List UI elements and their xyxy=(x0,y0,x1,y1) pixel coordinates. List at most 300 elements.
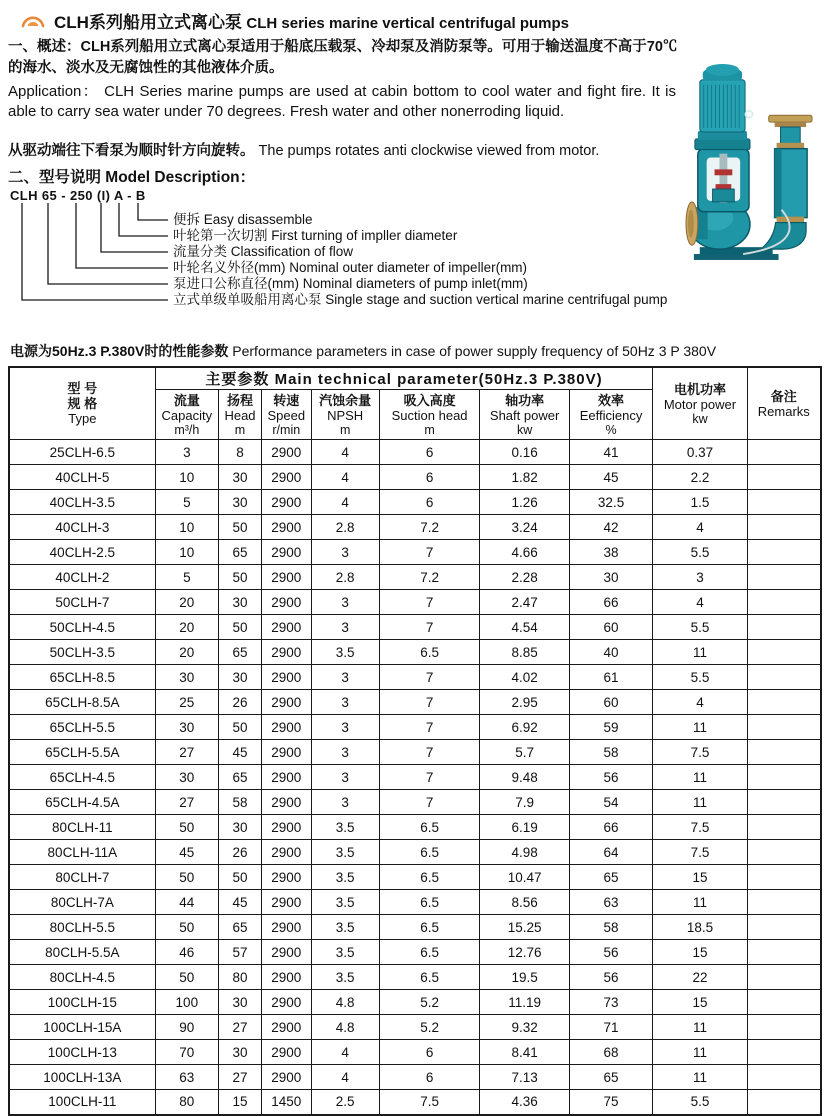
cell-suction-head: 7.5 xyxy=(379,1090,480,1115)
cell-speed: 2900 xyxy=(262,890,312,915)
table-row xyxy=(9,965,821,990)
cell-npsh: 3 xyxy=(311,715,379,740)
cell-suction-head: 6.5 xyxy=(379,890,480,915)
cell-suction-head: 5.2 xyxy=(379,990,480,1015)
cell-capacity: 80 xyxy=(155,1090,218,1115)
cell-suction-head: 6 xyxy=(379,440,480,465)
cell-npsh: 3 xyxy=(311,590,379,615)
cell-head: 65 xyxy=(218,765,261,790)
cell-speed: 2900 xyxy=(262,965,312,990)
cell-efficiency: 58 xyxy=(569,740,653,765)
table-row xyxy=(9,1015,821,1040)
cell-motor-power: 5.5 xyxy=(653,615,747,640)
cell-head: 30 xyxy=(218,465,261,490)
cell-speed: 2900 xyxy=(262,815,312,840)
cell-remarks xyxy=(747,440,821,465)
cell-suction-head: 7 xyxy=(379,765,480,790)
shaft-header-en: Shaft power xyxy=(489,407,560,423)
motor-header-zh: 电机功率 xyxy=(673,381,726,397)
cell-shaft-power: 2.95 xyxy=(480,690,569,715)
cell-motor-power: 11 xyxy=(653,1015,747,1040)
table-row xyxy=(9,940,821,965)
cell-capacity: 50 xyxy=(155,815,218,840)
model-item-first-turning: 叶轮第一次切割 First turning of impller diameter xyxy=(173,227,458,243)
head-header-en: Head xyxy=(224,407,256,423)
cell-efficiency: 56 xyxy=(569,940,653,965)
npsh-header-unit: m xyxy=(339,422,351,437)
table-row xyxy=(9,1040,821,1065)
cell-efficiency: 61 xyxy=(569,665,653,690)
cell-shaft-power: 7.13 xyxy=(480,1065,569,1090)
cell-shaft-power: 9.48 xyxy=(480,765,569,790)
suction-header-unit: m xyxy=(424,422,435,437)
cell-motor-power: 11 xyxy=(653,715,747,740)
model-item-inlet-diameter: 泵进口公称直径(mm) Nominal diameters of pump inlet(mm) xyxy=(173,275,528,291)
cell-type: 65CLH-4.5 xyxy=(9,765,155,790)
cell-remarks xyxy=(747,740,821,765)
cell-npsh: 3 xyxy=(311,740,379,765)
cell-suction-head: 6 xyxy=(379,1040,480,1065)
cell-type: 100CLH-15 xyxy=(9,990,155,1015)
cell-type: 50CLH-7 xyxy=(9,590,155,615)
cell-npsh: 2.8 xyxy=(311,515,379,540)
shaft-header-unit: kw xyxy=(516,422,533,437)
cell-remarks xyxy=(747,465,821,490)
cell-head: 27 xyxy=(218,1065,261,1090)
cell-efficiency: 30 xyxy=(569,565,653,590)
cell-capacity: 30 xyxy=(155,715,218,740)
column-header-remarks xyxy=(747,367,821,440)
cell-efficiency: 63 xyxy=(569,890,653,915)
cell-capacity: 5 xyxy=(155,490,218,515)
model-item-impeller-diameter: 叶轮名义外径(mm) Nominal outer diameter of impeller(mm) xyxy=(173,259,528,275)
cell-capacity: 70 xyxy=(155,1040,218,1065)
cell-remarks xyxy=(747,640,821,665)
cell-remarks xyxy=(747,790,821,815)
cell-type: 25CLH-6.5 xyxy=(9,440,155,465)
cell-speed: 2900 xyxy=(262,515,312,540)
cell-speed: 2900 xyxy=(262,465,312,490)
cell-speed: 2900 xyxy=(262,915,312,940)
cell-speed: 2900 xyxy=(262,865,312,890)
column-header-head xyxy=(218,390,261,440)
cell-capacity: 10 xyxy=(155,515,218,540)
cell-remarks xyxy=(747,665,821,690)
cell-shaft-power: 1.26 xyxy=(480,490,569,515)
cell-shaft-power: 1.82 xyxy=(480,465,569,490)
cell-type: 80CLH-11A xyxy=(9,840,155,865)
column-header-shaft-power xyxy=(480,390,569,440)
cell-shaft-power: 3.24 xyxy=(480,515,569,540)
cell-motor-power: 5.5 xyxy=(653,665,747,690)
cell-type: 80CLH-7A xyxy=(9,890,155,915)
page-title xyxy=(54,8,569,33)
cell-head: 50 xyxy=(218,515,261,540)
cell-type: 50CLH-4.5 xyxy=(9,615,155,640)
main-parameter-group-header: 主要参数 Main technical parameter(50Hz.3 P.380V) xyxy=(155,367,653,390)
cell-capacity: 5 xyxy=(155,565,218,590)
cell-npsh: 4 xyxy=(311,440,379,465)
table-row xyxy=(9,790,821,815)
table-row xyxy=(9,740,821,765)
cell-remarks xyxy=(747,615,821,640)
cell-type: 80CLH-4.5 xyxy=(9,965,155,990)
cell-speed: 2900 xyxy=(262,1065,312,1090)
cell-shaft-power: 4.66 xyxy=(480,540,569,565)
cell-npsh: 4 xyxy=(311,465,379,490)
column-header-motor-power xyxy=(653,367,747,440)
cell-shaft-power: 15.25 xyxy=(480,915,569,940)
cell-efficiency: 42 xyxy=(569,515,653,540)
cell-head: 30 xyxy=(218,1040,261,1065)
cell-type: 100CLH-15A xyxy=(9,1015,155,1040)
cell-suction-head: 7 xyxy=(379,665,480,690)
cell-npsh: 3.5 xyxy=(311,915,379,940)
performance-parameters-table xyxy=(8,366,822,1116)
cell-npsh: 3 xyxy=(311,790,379,815)
remarks-header-zh: 备注 xyxy=(770,388,797,404)
cell-type: 40CLH-2.5 xyxy=(9,540,155,565)
cell-npsh: 4.8 xyxy=(311,1015,379,1040)
cell-motor-power: 11 xyxy=(653,790,747,815)
cell-speed: 2900 xyxy=(262,765,312,790)
cell-motor-power: 11 xyxy=(653,1065,747,1090)
cell-motor-power: 11 xyxy=(653,640,747,665)
table-row xyxy=(9,715,821,740)
cell-npsh: 2.5 xyxy=(311,1090,379,1115)
cell-efficiency: 54 xyxy=(569,790,653,815)
cell-remarks xyxy=(747,765,821,790)
cell-npsh: 3.5 xyxy=(311,865,379,890)
table-row xyxy=(9,540,821,565)
cell-type: 50CLH-3.5 xyxy=(9,640,155,665)
rotation-note-zh: 从驱动端往下看泵为顺时针方向旋转。 xyxy=(8,142,255,159)
speed-header-unit: r/min xyxy=(272,422,301,437)
table-row xyxy=(9,840,821,865)
capacity-header-unit: m³/h xyxy=(174,422,200,437)
cell-type: 40CLH-5 xyxy=(9,465,155,490)
page-title-row xyxy=(20,8,822,33)
cell-motor-power: 11 xyxy=(653,890,747,915)
cell-suction-head: 7 xyxy=(379,715,480,740)
cell-speed: 2900 xyxy=(262,1015,312,1040)
cell-motor-power: 4 xyxy=(653,590,747,615)
cell-type: 100CLH-13 xyxy=(9,1040,155,1065)
cell-remarks xyxy=(747,590,821,615)
type-header-en: Type xyxy=(68,411,97,426)
cell-npsh: 3 xyxy=(311,665,379,690)
cell-motor-power: 4 xyxy=(653,515,747,540)
cell-type: 40CLH-3 xyxy=(9,515,155,540)
column-header-capacity xyxy=(155,390,218,440)
cell-capacity: 50 xyxy=(155,915,218,940)
head-header-unit: m xyxy=(234,422,246,437)
table-row xyxy=(9,590,821,615)
cell-speed: 2900 xyxy=(262,540,312,565)
cell-remarks xyxy=(747,490,821,515)
cell-suction-head: 5.2 xyxy=(379,1015,480,1040)
table-row xyxy=(9,465,821,490)
cell-shaft-power: 8.85 xyxy=(480,640,569,665)
cell-npsh: 2.8 xyxy=(311,565,379,590)
cell-suction-head: 7 xyxy=(379,590,480,615)
cell-efficiency: 68 xyxy=(569,1040,653,1065)
cell-shaft-power: 11.19 xyxy=(480,990,569,1015)
cell-remarks xyxy=(747,540,821,565)
remarks-header-en: Remarks xyxy=(757,403,810,419)
cell-head: 45 xyxy=(218,890,261,915)
cell-capacity: 30 xyxy=(155,765,218,790)
cell-suction-head: 7 xyxy=(379,790,480,815)
cell-speed: 2900 xyxy=(262,565,312,590)
cell-motor-power: 11 xyxy=(653,765,747,790)
cell-npsh: 3 xyxy=(311,615,379,640)
cell-shaft-power: 4.54 xyxy=(480,615,569,640)
cell-suction-head: 6 xyxy=(379,465,480,490)
cell-speed: 2900 xyxy=(262,715,312,740)
cell-remarks xyxy=(747,840,821,865)
cell-suction-head: 7.2 xyxy=(379,565,480,590)
cell-remarks xyxy=(747,815,821,840)
cell-remarks xyxy=(747,515,821,540)
cell-capacity: 20 xyxy=(155,640,218,665)
cell-head: 50 xyxy=(218,865,261,890)
cell-head: 50 xyxy=(218,565,261,590)
cell-efficiency: 40 xyxy=(569,640,653,665)
suction-header-zh: 吸入高度 xyxy=(403,392,456,408)
type-header-zh1: 型 号 xyxy=(67,381,98,396)
cell-npsh: 3.5 xyxy=(311,940,379,965)
cell-capacity: 10 xyxy=(155,540,218,565)
cell-motor-power: 5.5 xyxy=(653,540,747,565)
cell-speed: 2900 xyxy=(262,740,312,765)
cell-capacity: 10 xyxy=(155,465,218,490)
cell-speed: 2900 xyxy=(262,665,312,690)
table-row xyxy=(9,565,821,590)
cell-type: 80CLH-5.5 xyxy=(9,915,155,940)
performance-note-zh: 电源为50Hz.3 P.380V时的性能参数 xyxy=(10,343,229,359)
column-header-suction-head xyxy=(379,390,480,440)
npsh-header-en: NPSH xyxy=(327,407,364,423)
motor-header-en: Motor power xyxy=(663,396,737,412)
cell-remarks xyxy=(747,690,821,715)
cell-capacity: 27 xyxy=(155,790,218,815)
cell-suction-head: 6.5 xyxy=(379,940,480,965)
cell-npsh: 4 xyxy=(311,490,379,515)
cell-efficiency: 58 xyxy=(569,915,653,940)
cell-head: 45 xyxy=(218,740,261,765)
cell-efficiency: 65 xyxy=(569,1065,653,1090)
cell-efficiency: 71 xyxy=(569,1015,653,1040)
cell-efficiency: 60 xyxy=(569,690,653,715)
application-paragraph-en: Application： CLH Series marine pumps are used at cabin bottom to cool water and fight fire. It is able to carry sea water under 70 degrees. Fresh water and other nonerroding liquid. xyxy=(8,83,676,121)
cell-motor-power: 3 xyxy=(653,565,747,590)
cell-shaft-power: 8.56 xyxy=(480,890,569,915)
cell-speed: 2900 xyxy=(262,640,312,665)
cell-capacity: 50 xyxy=(155,965,218,990)
cell-head: 80 xyxy=(218,965,261,990)
table-row xyxy=(9,890,821,915)
cell-efficiency: 75 xyxy=(569,1090,653,1115)
cell-motor-power: 11 xyxy=(653,1040,747,1065)
cell-head: 30 xyxy=(218,590,261,615)
cell-npsh: 3 xyxy=(311,765,379,790)
cell-efficiency: 66 xyxy=(569,590,653,615)
cell-speed: 2900 xyxy=(262,1040,312,1065)
cell-type: 40CLH-3.5 xyxy=(9,490,155,515)
arc-sunrise-icon xyxy=(20,11,46,30)
cell-speed: 2900 xyxy=(262,590,312,615)
cell-efficiency: 32.5 xyxy=(569,490,653,515)
speed-header-en: Speed xyxy=(267,407,306,423)
cell-efficiency: 56 xyxy=(569,965,653,990)
cell-remarks xyxy=(747,890,821,915)
cell-head: 27 xyxy=(218,1015,261,1040)
table-row xyxy=(9,515,821,540)
cell-suction-head: 6 xyxy=(379,1065,480,1090)
cell-head: 26 xyxy=(218,840,261,865)
cell-capacity: 27 xyxy=(155,740,218,765)
cell-npsh: 3.5 xyxy=(311,965,379,990)
cell-suction-head: 6.5 xyxy=(379,965,480,990)
cell-shaft-power: 5.7 xyxy=(480,740,569,765)
cell-efficiency: 60 xyxy=(569,615,653,640)
cell-npsh: 3.5 xyxy=(311,640,379,665)
cell-suction-head: 6.5 xyxy=(379,915,480,940)
cell-motor-power: 15 xyxy=(653,990,747,1015)
cell-efficiency: 38 xyxy=(569,540,653,565)
cell-efficiency: 73 xyxy=(569,990,653,1015)
cell-type: 65CLH-5.5 xyxy=(9,715,155,740)
cell-npsh: 4 xyxy=(311,1065,379,1090)
cell-motor-power: 7.5 xyxy=(653,815,747,840)
cell-remarks xyxy=(747,965,821,990)
column-header-type xyxy=(9,367,155,440)
cell-suction-head: 7.2 xyxy=(379,515,480,540)
efficiency-header-unit: % xyxy=(605,422,617,437)
cell-capacity: 20 xyxy=(155,590,218,615)
cell-motor-power: 1.5 xyxy=(653,490,747,515)
performance-note-en: Performance parameters in case of power supply frequency of 50Hz 3 P 380V xyxy=(232,343,717,359)
table-row xyxy=(9,865,821,890)
title-en: CLH series marine vertical centrifugal pumps xyxy=(246,15,570,32)
cell-remarks xyxy=(747,565,821,590)
cell-npsh: 3.5 xyxy=(311,840,379,865)
table-row xyxy=(9,1065,821,1090)
model-code-diagram xyxy=(8,188,822,314)
suction-header-en: Suction head xyxy=(391,407,468,423)
cell-speed: 1450 xyxy=(262,1090,312,1115)
column-header-speed xyxy=(262,390,312,440)
cell-type: 80CLH-7 xyxy=(9,865,155,890)
cell-npsh: 3 xyxy=(311,690,379,715)
cell-suction-head: 7 xyxy=(379,690,480,715)
cell-type: 80CLH-5.5A xyxy=(9,940,155,965)
cell-shaft-power: 2.47 xyxy=(480,590,569,615)
cell-remarks xyxy=(747,1090,821,1115)
cell-capacity: 100 xyxy=(155,990,218,1015)
cell-type: 80CLH-11 xyxy=(9,815,155,840)
rotation-note-en: The pumps rotates anti clockwise viewed from motor. xyxy=(258,142,600,159)
cell-npsh: 3.5 xyxy=(311,815,379,840)
table-row xyxy=(9,615,821,640)
cell-speed: 2900 xyxy=(262,790,312,815)
cell-capacity: 30 xyxy=(155,665,218,690)
cell-npsh: 4 xyxy=(311,1040,379,1065)
cell-capacity: 90 xyxy=(155,1015,218,1040)
column-header-npsh xyxy=(311,390,379,440)
capacity-header-en: Capacity xyxy=(161,407,213,423)
intro-section xyxy=(8,37,822,337)
speed-header-zh: 转速 xyxy=(273,392,300,408)
cell-efficiency: 65 xyxy=(569,865,653,890)
cell-remarks xyxy=(747,715,821,740)
cell-motor-power: 22 xyxy=(653,965,747,990)
cell-suction-head: 6 xyxy=(379,490,480,515)
capacity-header-zh: 流量 xyxy=(173,392,200,408)
cell-motor-power: 2.2 xyxy=(653,465,747,490)
cell-shaft-power: 4.98 xyxy=(480,840,569,865)
model-item-flow-classification: 流量分类 Classification of flow xyxy=(173,243,354,259)
cell-shaft-power: 7.9 xyxy=(480,790,569,815)
efficiency-header-en: Eefficiency xyxy=(579,407,643,423)
cell-motor-power: 15 xyxy=(653,940,747,965)
cell-motor-power: 7.5 xyxy=(653,840,747,865)
cell-head: 58 xyxy=(218,790,261,815)
shaft-header-zh: 轴功率 xyxy=(505,392,545,408)
cell-suction-head: 6.5 xyxy=(379,840,480,865)
cell-suction-head: 7 xyxy=(379,540,480,565)
head-header-zh: 扬程 xyxy=(226,392,253,408)
cell-suction-head: 6.5 xyxy=(379,865,480,890)
cell-type: 100CLH-11 xyxy=(9,1090,155,1115)
cell-head: 65 xyxy=(218,915,261,940)
cell-npsh: 3 xyxy=(311,540,379,565)
table-row xyxy=(9,1090,821,1115)
cell-shaft-power: 0.16 xyxy=(480,440,569,465)
table-row xyxy=(9,990,821,1015)
cell-type: 100CLH-13A xyxy=(9,1065,155,1090)
cell-remarks xyxy=(747,1040,821,1065)
cell-head: 65 xyxy=(218,540,261,565)
cell-type: 65CLH-8.5A xyxy=(9,690,155,715)
table-body xyxy=(9,440,821,1115)
cell-capacity: 25 xyxy=(155,690,218,715)
cell-remarks xyxy=(747,1065,821,1090)
cell-shaft-power: 2.28 xyxy=(480,565,569,590)
table-row xyxy=(9,490,821,515)
cell-capacity: 50 xyxy=(155,865,218,890)
cell-shaft-power: 6.92 xyxy=(480,715,569,740)
table-row xyxy=(9,690,821,715)
cell-capacity: 20 xyxy=(155,615,218,640)
cell-motor-power: 4 xyxy=(653,690,747,715)
table-row xyxy=(9,765,821,790)
model-item-easy-disassemble: 便拆 Easy disassemble xyxy=(173,211,313,227)
title-zh: CLH系列船用立式离心泵 xyxy=(54,13,242,32)
cell-head: 57 xyxy=(218,940,261,965)
table-row xyxy=(9,815,821,840)
cell-head: 65 xyxy=(218,640,261,665)
cell-motor-power: 15 xyxy=(653,865,747,890)
cell-speed: 2900 xyxy=(262,990,312,1015)
column-header-efficiency xyxy=(569,390,653,440)
cell-head: 50 xyxy=(218,715,261,740)
motor-header-unit: kw xyxy=(692,411,708,426)
cell-motor-power: 5.5 xyxy=(653,1090,747,1115)
cell-head: 15 xyxy=(218,1090,261,1115)
cell-type: 40CLH-2 xyxy=(9,565,155,590)
